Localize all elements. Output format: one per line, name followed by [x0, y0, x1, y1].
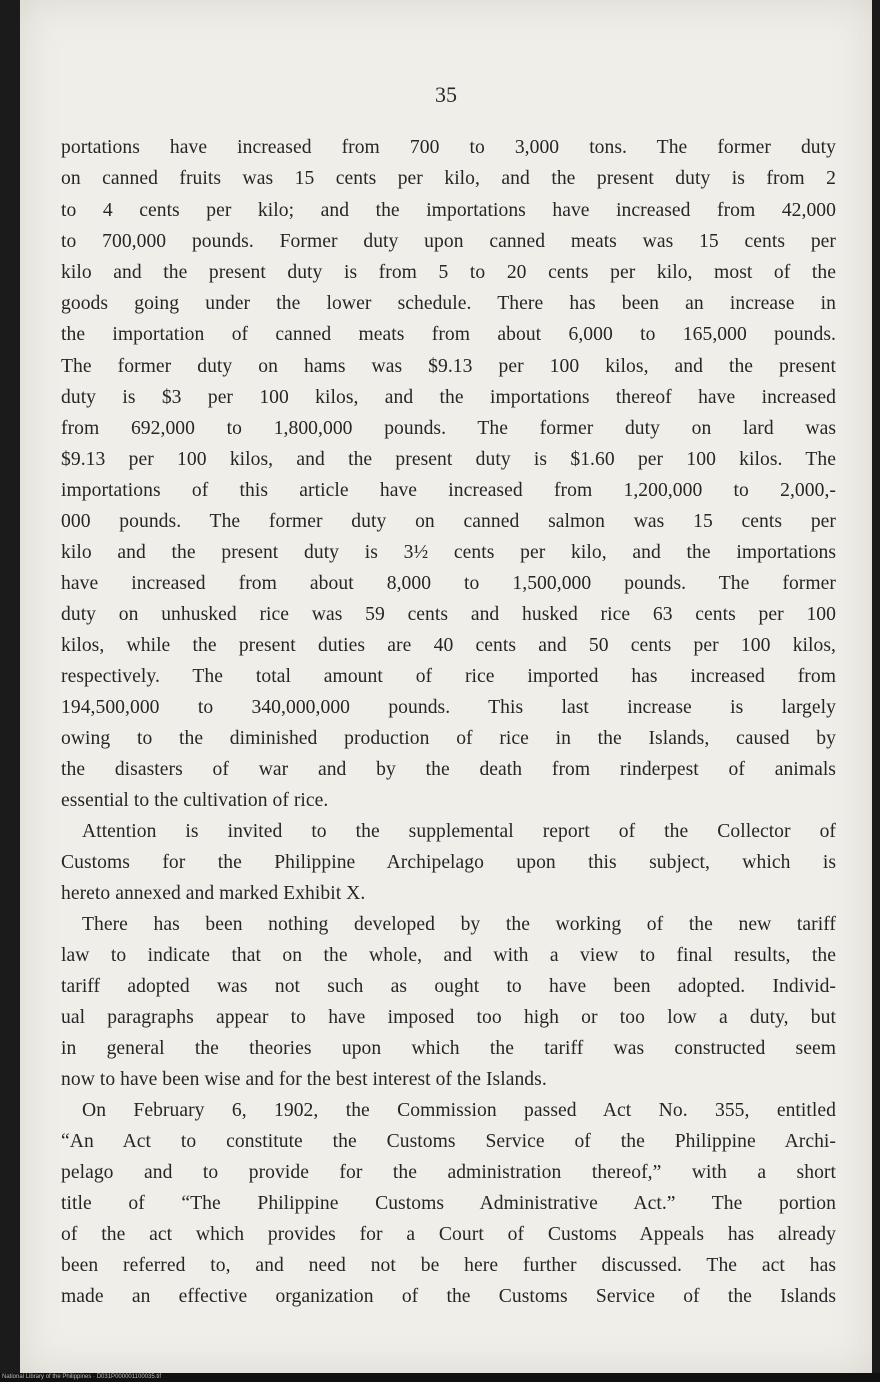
text-line: the disasters of war and by the death from rinderpest of animals: [61, 759, 836, 780]
document-page: [20, 0, 872, 1374]
text-line: law to indicate that on the whole, and with a view to final results, the: [61, 945, 836, 966]
text-line: respectively. The total amount of rice imported has increased from: [61, 666, 836, 687]
text-line: kilo and the present duty is 3½ cents per kilo, and the importations: [61, 542, 836, 563]
text-line: to 4 cents per kilo; and the importations have increased from 42,000: [61, 200, 836, 221]
text-line: duty on unhusked rice was 59 cents and husked rice 63 cents per 100: [61, 604, 836, 625]
text-line: essential to the cultivation of rice.: [61, 790, 329, 811]
text-line: now to have been wise and for the best interest of the Islands.: [61, 1069, 547, 1090]
text-line: There has been nothing developed by the working of the new tariff: [82, 914, 836, 935]
text-line: $9.13 per 100 kilos, and the present duty is $1.60 per 100 kilos. The: [61, 449, 836, 470]
text-line: been referred to, and need not be here further discussed. The act has: [61, 1255, 836, 1276]
text-line: pelago and to provide for the administration thereof,” with a short: [61, 1162, 836, 1183]
text-line: kilo and the present duty is from 5 to 20 cents per kilo, most of the: [61, 262, 836, 283]
page-number: 35: [435, 82, 457, 107]
text-line: owing to the diminished production of rice in the Islands, caused by: [61, 728, 836, 749]
text-line: importations of this article have increased from 1,200,000 to 2,000,-: [61, 480, 836, 501]
text-line: title of “The Philippine Customs Administrative Act.” The portion: [61, 1193, 836, 1214]
text-line: duty is $3 per 100 kilos, and the importations thereof have increased: [61, 387, 836, 408]
text-line: On February 6, 1902, the Commission passed Act No. 355, entitled: [82, 1100, 836, 1121]
text-line: The former duty on hams was $9.13 per 100 kilos, and the present: [61, 356, 836, 377]
text-line: portations have increased from 700 to 3,000 tons. The former duty: [61, 137, 836, 158]
scan-footer: National Library of the Philippines · D031P000001100035.tif: [0, 1373, 880, 1382]
text-line: tariff adopted was not such as ought to have been adopted. Individ-: [61, 976, 836, 997]
text-line: Customs for the Philippine Archipelago upon this subject, which is: [61, 852, 836, 873]
text-line: made an effective organization of the Customs Service of the Islands: [61, 1286, 836, 1307]
text-line: of the act which provides for a Court of Customs Appeals has already: [61, 1224, 836, 1245]
text-line: Attention is invited to the supplemental report of the Collector of: [82, 821, 836, 842]
text-line: the importation of canned meats from about 6,000 to 165,000 pounds.: [61, 324, 836, 345]
text-line: in general the theories upon which the tariff was constructed seem: [61, 1038, 836, 1059]
text-line: kilos, while the present duties are 40 cents and 50 cents per 100 kilos,: [61, 635, 836, 656]
text-line: from 692,000 to 1,800,000 pounds. The former duty on lard was: [61, 418, 836, 439]
text-line: goods going under the lower schedule. There has been an increase in: [61, 293, 836, 314]
text-line: on canned fruits was 15 cents per kilo, and the present duty is from 2: [61, 168, 836, 189]
text-line: 194,500,000 to 340,000,000 pounds. This last increase is largely: [61, 697, 836, 718]
text-line: ual paragraphs appear to have imposed too high or too low a duty, but: [61, 1007, 836, 1028]
text-line: have increased from about 8,000 to 1,500,000 pounds. The former: [61, 573, 836, 594]
text-line: to 700,000 pounds. Former duty upon canned meats was 15 cents per: [61, 231, 836, 252]
text-line: “An Act to constitute the Customs Service of the Philippine Archi-: [61, 1131, 836, 1152]
text-line: hereto annexed and marked Exhibit X.: [61, 883, 366, 904]
text-line: 000 pounds. The former duty on canned salmon was 15 cents per: [61, 511, 836, 532]
